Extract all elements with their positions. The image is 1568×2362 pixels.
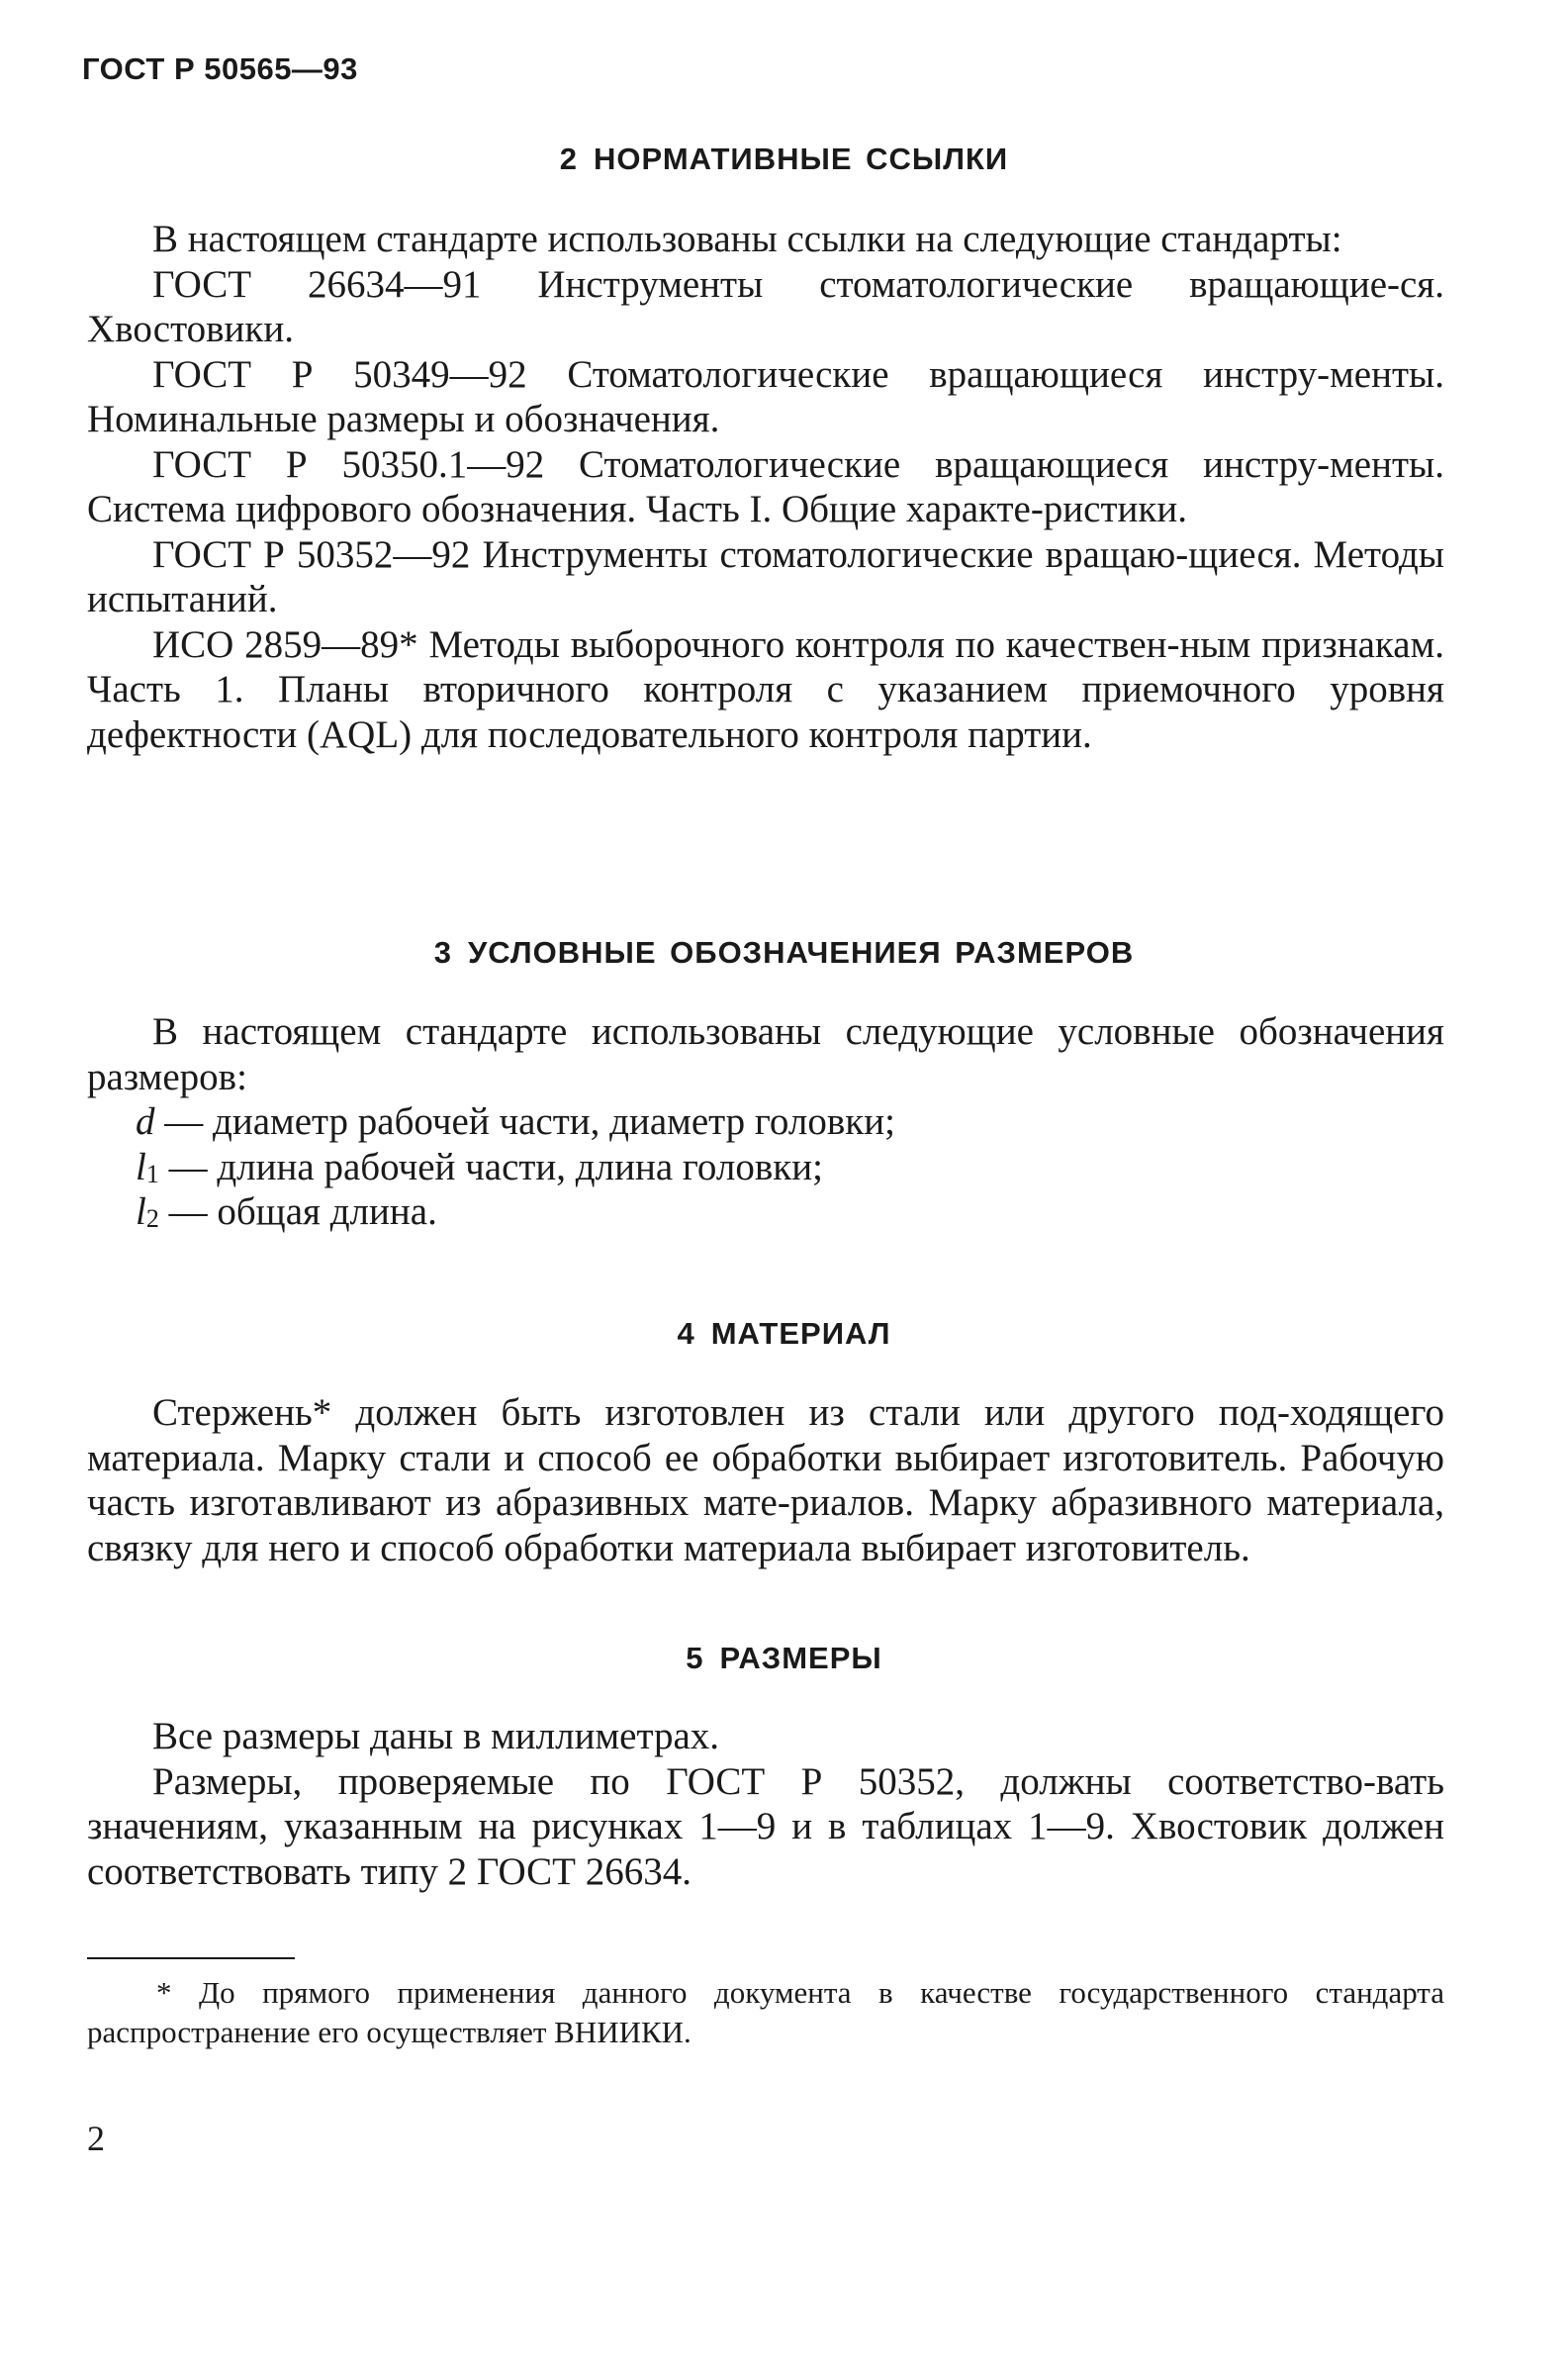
paragraph: Стержень* должен быть изготовлен из стали или другого под-ходящего материала. Марку стали и способ ее обработки выбирает изготовитель. Рабочую часть изготавливают из абразивных мате-риалов. Марку абразивного материала, связку для него и способ обработки материала выбирает изготовитель. [87, 1391, 1444, 1569]
section-heading: УСЛОВНЫЕ ОБОЗНАЧЕНИЕЯ РАЗМЕРОВ [468, 935, 1135, 970]
section-heading: МАТЕРИАЛ [710, 1316, 891, 1351]
section-title-normative-refs [0, 142, 1568, 177]
section-number: 5 [686, 1641, 704, 1675]
symbol: l [136, 1145, 146, 1188]
paragraph: Размеры, проверяемые по ГОСТ Р 50352, должны соответство-вать значениям, указанным на рисунках 1—9 и в таблицах 1—9. Хвостовик должен соответствовать типу 2 ГОСТ 26634. [87, 1759, 1444, 1893]
paragraph: Все размеры даны в миллиметрах. [152, 1715, 720, 1757]
footnote [87, 1973, 1444, 2052]
symbol-row [136, 1099, 895, 1145]
symbol-description: — диаметр рабочей части, диаметр головки; [154, 1100, 895, 1143]
paragraph: В настоящем стандарте использованы следующие условные обозначения размеров: [87, 1010, 1444, 1098]
symbol-row [136, 1189, 895, 1235]
document-header: ГОСТ Р 50565—93 [82, 51, 358, 86]
reference-item: ГОСТ Р 50352—92 Инструменты стоматологические вращаю-щиеся. Методы испытаний. [87, 532, 1444, 620]
reference-item: ГОСТ 26634—91 Инструменты стоматологические вращающие-ся. Хвостовики. [87, 262, 1444, 350]
section-number: 2 [559, 142, 579, 176]
symbol-subscript: 2 [145, 1204, 159, 1233]
reference-item: ГОСТ Р 50349—92 Стоматологические вращающиеся инстру-менты. Номинальные размеры и обозначения. [87, 352, 1444, 440]
footnote-text: * До прямого применения данного документа в качестве государственного стандарта распространение его осуществляет ВНИИКИ. [87, 1975, 1444, 2049]
symbols-list [136, 1099, 895, 1235]
symbol: d [136, 1100, 155, 1143]
reference-item: ИСО 2859—89* Методы выборочного контроля по качествен-ным признакам. Часть 1. Планы вторичного контроля с указанием приемочного уровня дефектности (AQL) для последовательного контроля партии. [87, 622, 1444, 756]
material-body [87, 1390, 1444, 1570]
symbol-description: — длина рабочей части, длина головки; [158, 1145, 823, 1188]
paragraph: В настоящем стандарте использованы ссылки на следующие стандарты: [152, 218, 1342, 260]
section-title-dimensions [0, 1641, 1568, 1676]
section-heading: НОРМАТИВНЫЕ ССЫЛКИ [594, 142, 1009, 176]
section-title-material [0, 1316, 1568, 1352]
footnote-divider [87, 1957, 295, 1959]
page-number: 2 [87, 2119, 105, 2158]
normative-refs-body [87, 217, 1444, 757]
symbol: l [136, 1190, 146, 1233]
dimensions-body [87, 1714, 1444, 1894]
section-number: 3 [433, 935, 452, 970]
symbol-description: — общая длина. [158, 1190, 437, 1233]
reference-item: ГОСТ Р 50350.1—92 Стоматологические вращающиеся инстру-менты. Система цифрового обозначения. Часть I. Общие характе-ристики. [87, 442, 1444, 530]
section-heading: РАЗМЕРЫ [719, 1641, 882, 1675]
section-number: 4 [677, 1316, 695, 1351]
symbols-intro [87, 1009, 1444, 1099]
symbol-subscript: 1 [145, 1159, 159, 1188]
symbol-row [136, 1145, 895, 1190]
section-title-symbols [0, 935, 1568, 971]
